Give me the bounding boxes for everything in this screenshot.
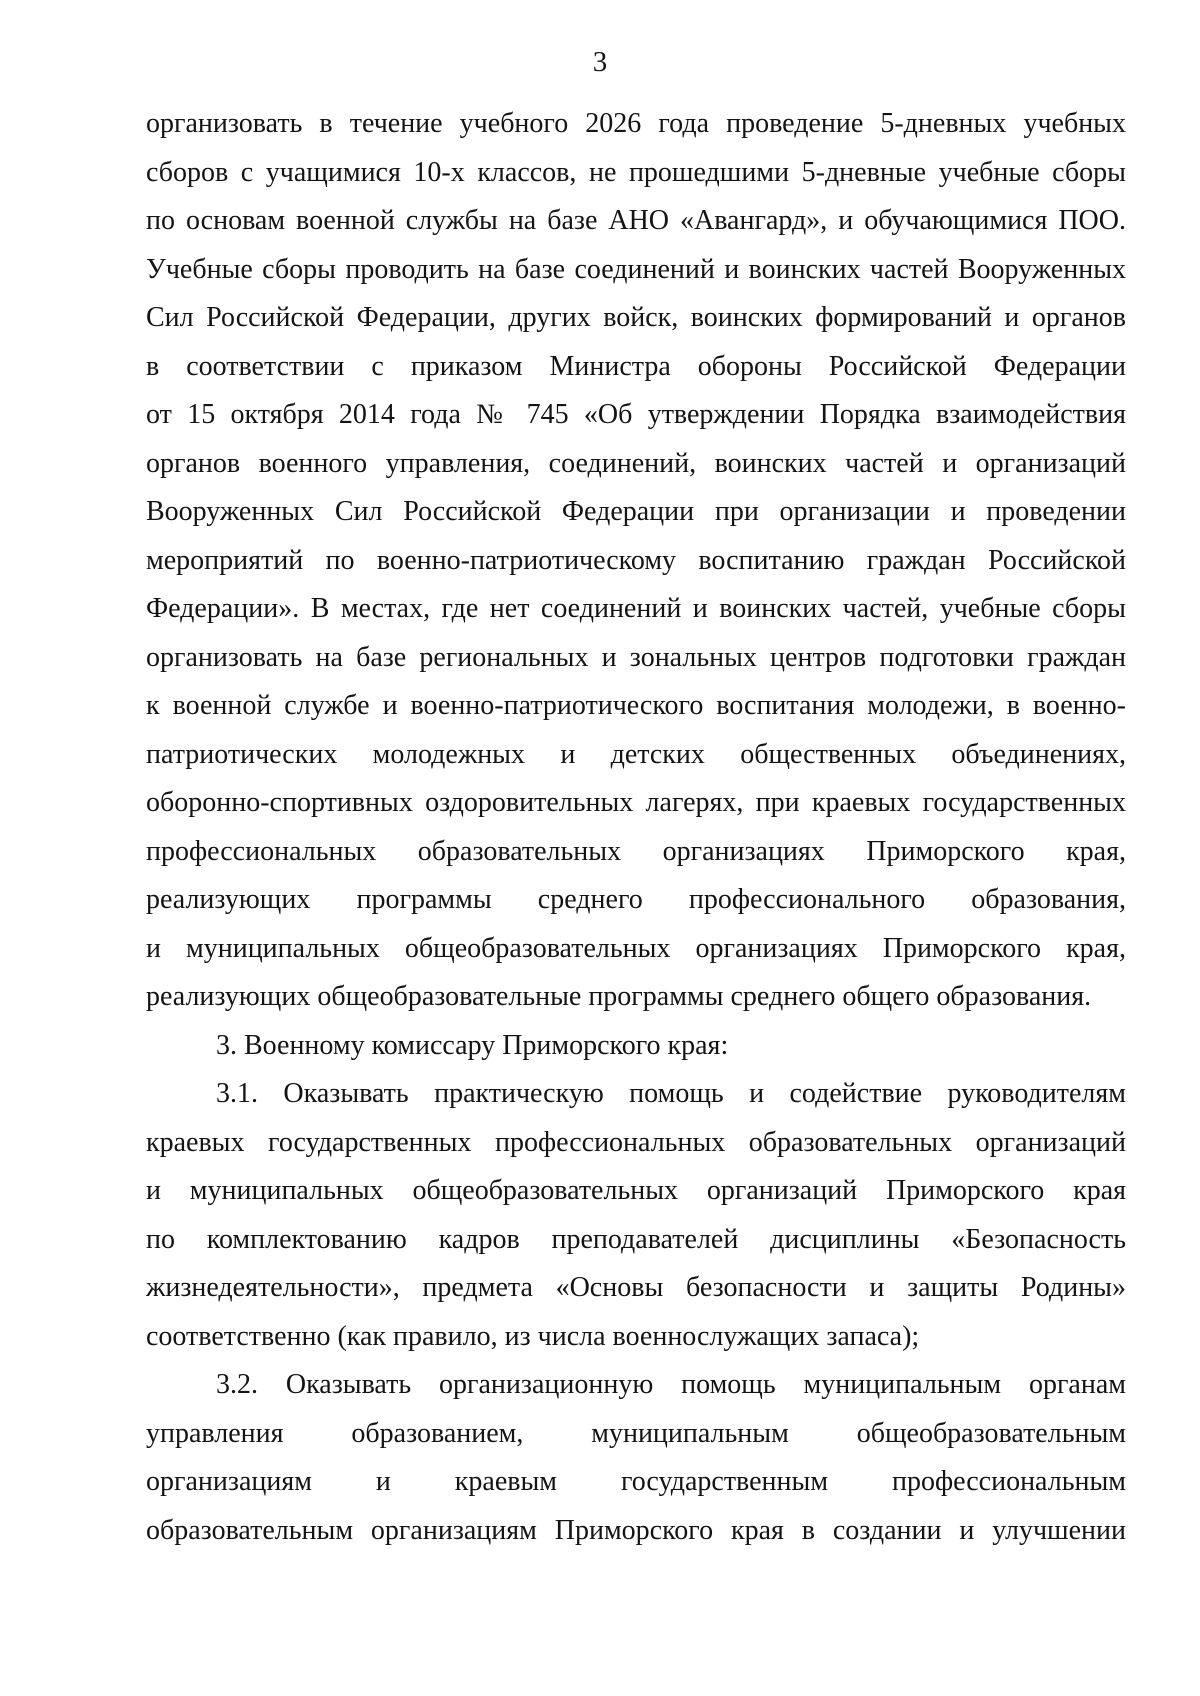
text-line: органов военного управления, соединений, воинских частей и организаций: [146, 447, 1126, 479]
text-line: по комплектованию кадров преподавателей дисциплины «Безопасность: [146, 1223, 1126, 1255]
text-line: Вооруженных Сил Российской Федерации при организации и проведении: [146, 496, 1126, 527]
text-line: организациям и краевым государственным профессиональным: [146, 1466, 1126, 1497]
text-line: Федерации». В местах, где нет соединений и воинских частей, учебные сборы: [146, 593, 1126, 624]
text-line: 3.2. Оказывать организационную помощь муниципальным органам: [216, 1369, 1126, 1400]
text-line: краевых государственных профессиональных образовательных организаций: [146, 1126, 1126, 1158]
text-line: по основам военной службы на базе АНО «Авангард», и обучающимися ПОО.: [146, 205, 1126, 236]
text-line: управления образованием, муниципальным общеобразовательным: [146, 1417, 1126, 1449]
text-line: оборонно-спортивных оздоровительных лагерях, при краевых государственных: [146, 787, 1126, 818]
text-line: мероприятий по военно-патриотическому воспитанию граждан Российской: [146, 544, 1126, 576]
text-line: образовательным организациям Приморского края в создании и улучшении: [146, 1514, 1126, 1546]
text-line: реализующих программы среднего профессионального образования,: [146, 884, 1126, 915]
text-line: в соответствии с приказом Министра обороны Российской Федерации: [146, 350, 1126, 382]
text-line: 3.1. Оказывать практическую помощь и содействие руководителям: [216, 1078, 1126, 1109]
text-line: к военной службе и военно-патриотического воспитания молодежи, в военно-: [146, 690, 1126, 721]
text-line: сборов с учащимися 10-х классов, не прошедшими 5-дневные учебные сборы: [146, 156, 1126, 188]
text-line: организовать в течение учебного 2026 года проведение 5-дневных учебных: [146, 108, 1126, 139]
document-body: [146, 100, 1126, 1555]
text-line: Учебные сборы проводить на базе соединений и воинских частей Вооруженных: [146, 253, 1126, 285]
text-line: и муниципальных общеобразовательных организациях Приморского края,: [146, 932, 1126, 964]
text-line: Сил Российской Федерации, других войск, воинских формирований и органов: [146, 302, 1126, 333]
text-line: и муниципальных общеобразовательных организаций Приморского края: [146, 1175, 1126, 1206]
text-line: от 15 октября 2014 года № 745 «Об утверждении Порядка взаимодействия: [146, 399, 1126, 430]
text-line: жизнедеятельности», предмета «Основы безопасности и защиты Родины»: [146, 1272, 1126, 1303]
section-heading: 3. Военному комиссару Приморского края:: [216, 1029, 729, 1061]
text-line: реализующих общеобразовательные программы среднего общего образования.: [146, 981, 1092, 1012]
text-line: соответственно (как правило, из числа военнослужащих запаса);: [146, 1320, 920, 1352]
text-line: организовать на базе региональных и зональных центров подготовки граждан: [146, 641, 1126, 673]
page-number: 3: [592, 46, 608, 78]
text-line: профессиональных образовательных организациях Приморского края,: [146, 835, 1126, 867]
text-line: патриотических молодежных и детских общественных объединениях,: [146, 738, 1126, 770]
